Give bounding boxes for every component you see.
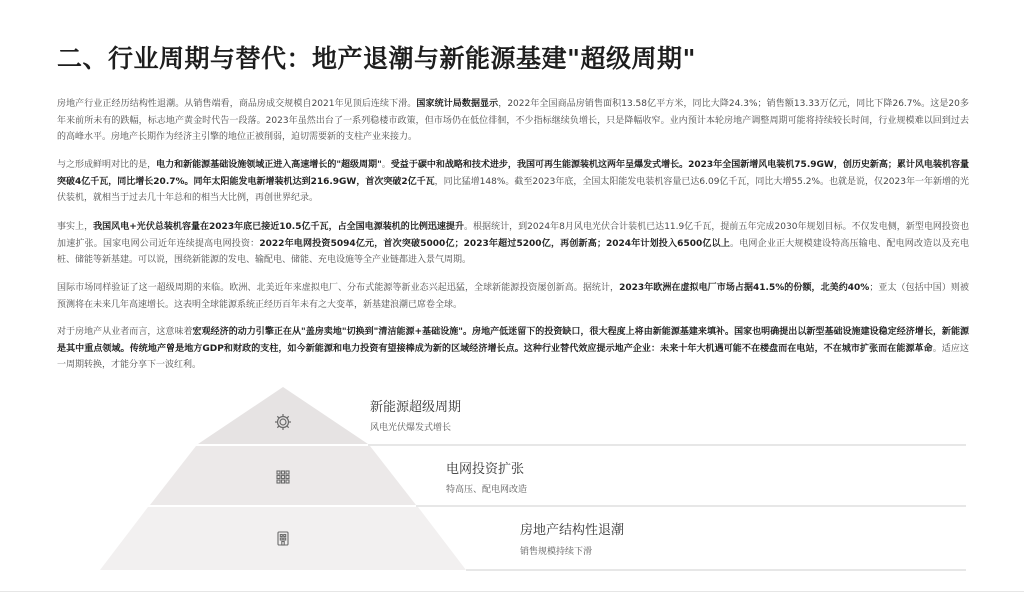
emphasis-text: 2022年电网投资5094亿元，首次突破5000亿；2023年超过5200亿，再创新高；2024年计划投入6500亿以上 [259, 238, 731, 249]
body-text: 对于房地产从业者而言，这意味着 [57, 327, 193, 337]
pyramid-bottom-title: 房地产结构性退潮 [520, 523, 625, 538]
pyramid-middle-subtitle: 特高压、配电网改造 [446, 485, 528, 495]
pyramid-top-title: 新能源超级周期 [370, 400, 462, 415]
body-text: 。根据统计，到2024年8月风电光伏合计装机已达11.9亿千瓦，提前五年完成2030年规划目标。不仅发电侧，新型电网投资也加速扩张。国家电网公司近年连续提高电网投资： [57, 222, 969, 249]
emphasis-text: 电力和新能源基础设施领域正进入高速增长的"超级周期" [156, 160, 382, 170]
pyramid-layer-bottom [100, 507, 466, 570]
body-text: 房地产行业正经历结构性退潮。从销售端看，商品房成交规模自2021年见顶后连续下滑。 [57, 99, 417, 109]
page-title: 二、行业周期与替代：地产退潮与新能源基建"超级周期" [57, 44, 697, 73]
bottom-divider [0, 591, 1024, 592]
emphasis-text: 2023年欧洲在虚拟电厂市场占据41.5%的份额，北美约40% [619, 283, 870, 293]
emphasis-text: 国家统计局数据显示 [416, 99, 499, 109]
body-text: 与之形成鲜明对比的是， [57, 160, 157, 170]
body-text: ，2022年全国商品房销售面积13.58亿平方米，同比大降24.3%；销售额13.33万亿元，同比下降26.7%。这是20多年来前所未有的跌幅，标志地产黄金时代告一段落。2023年虽然出台了一系列稳楼市政策，但市场仍在低位徘徊，不少指标继续负增长，只是降幅收窄。业内预计本轮房地产调整周期可能将持续较长时间，行业规模难以回到过去的高峰水平。房地产长期作为经济主引擎的地位正被削弱，迫切需要新的支柱产业来接力。 [57, 99, 969, 142]
emphasis-text: 宏观经济的动力引擎正在从"盖房卖地"切换到"清洁能源+基础设施"。房地产低迷留下的投资缺口，很大程度上将由新能源基建来填补。国家也明确提出以新型基础设施建设稳定经济增长，新能源是其中重点领域。传统地产曾是地方GDP和财政的支柱，如今新能源和电力投资有望接棒成为新的区域经济增长点。这种行业替代效应提示地产企业：未来十年大机遇可能不在楼盘而在电站，不在城市扩张而在能源革命 [57, 327, 969, 354]
pyramid-top-subtitle: 风电光伏爆发式增长 [370, 423, 452, 433]
body-text: 。 [381, 160, 391, 170]
body-text: 。电网企业正大规模建设特高压输电、配电网改造以及充电桩、储能等新基建。可以说，围绕新能源的发电、输配电、储能、充电设施等全产业链都进入景气周期。 [57, 238, 969, 265]
emphasis-text: 我国风电+光伏总装机容量在2023年底已接近10.5亿千瓦，占全国电源装机的比例迅速提升 [93, 222, 464, 232]
body-text: 。适应这一周期转换，才能分享下一波红利。 [57, 343, 969, 370]
pyramid-middle-title: 电网投资扩张 [446, 462, 525, 477]
body-text: ，同比猛增148%。截至2023年底，全国太阳能发电装机容量已达6.09亿千瓦，同比大增55.2%。也就是说，仅2023年一年新增的光伏装机，就相当于过去几十年总和的相当大比例，再创世界纪录。 [57, 176, 969, 203]
pyramid-bottom-subtitle: 销售规模持续下滑 [520, 547, 593, 557]
body-text: ；亚太（包括中国）则被预测将在未来几年高速增长。这表明全球能源系统正经历百年未有之大变革，新基建浪潮已席卷全球。 [57, 283, 969, 310]
body-text: 事实上， [57, 222, 94, 232]
emphasis-text: 受益于碳中和战略和技术进步，我国可再生能源装机这两年呈爆发式增长。2023年全国新增风电装机75.9GW，创历史新高；累计风电装机容量突破4亿千瓦，同比增长20.7%。同年太阳能发电新增装机达到216.9GW，首次突破2亿千瓦 [57, 160, 969, 187]
body-text: 国际市场同样验证了这一超级周期的来临。欧洲、北美近年来虚拟电厂、分布式能源等新业态兴起迅猛，全球新能源投资屡创新高。据统计， [57, 283, 620, 293]
